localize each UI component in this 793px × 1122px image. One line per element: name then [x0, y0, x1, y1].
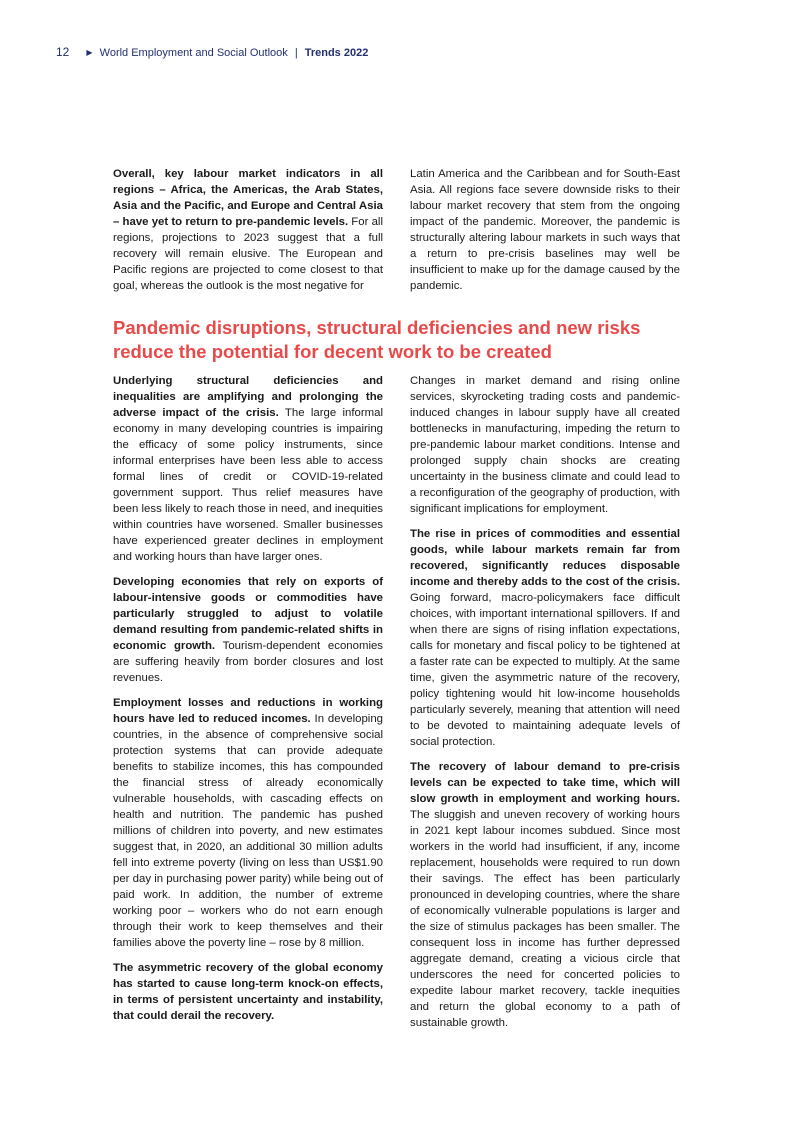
paragraph-body: Going forward, macro-policymakers face difficult choices, with important international spillovers. If and when there are signs of rising inflation expectations, calls for monetary and fiscal policy to be tightened at a faster rate can be expected to multiply. At the same time, given the asymmetric nature of the recovery, policy tightening would hit low-income households particularly severely, meaning that attention will need to be devoted to maintaining adequate levels of social protection.: [410, 592, 680, 748]
paragraph: [113, 373, 383, 565]
publication-title: World Employment and Social Outlook: [99, 47, 288, 59]
paragraph: [113, 574, 383, 686]
paragraph-body: Changes in market demand and rising online services, skyrocketing trading costs and pandemic-induced changes in labour supply have all created bottlenecks in manufacturing, impeding the return to pre-pandemic labour market conditions. Intense and prolonged supply chain shocks are creating uncertainty in the business climate and could lead to a reconfiguration of the geography of production, with significant implications for employment.: [410, 375, 680, 515]
paragraph-lead: Underlying structural deficiencies and inequalities are amplifying and prolonging the adverse impact of the crisis.: [113, 375, 383, 419]
paragraph: [410, 526, 680, 750]
intro-continuation: Latin America and the Caribbean and for South-East Asia. All regions face severe downside risks to their labour market recovery that stem from the ongoing impact of the pandemic. Moreover, the pandemic is structurally altering labour markets in such ways that a return to pre-crisis baselines may well be insufficient to make up for the damage caused by the pandemic.: [410, 168, 680, 292]
paragraph-lead: The recovery of labour demand to pre-crisis levels can be expected to take time, which will slow growth in employment and working hours.: [410, 761, 680, 805]
paragraph-body: The large informal economy in many developing countries is impairing the efficacy of some policy instruments, since informal enterprises have been less able to access formal lines of credit or COVID-19-related government support. Thus relief measures have been less likely to reach those in need, and inequities within countries have worsened. Smaller businesses have experienced greater declines in employment and working hours than have larger ones.: [113, 407, 383, 563]
paragraph-lead: Employment losses and reductions in working hours have led to reduced incomes.: [113, 697, 383, 725]
paragraph: [113, 960, 383, 1024]
running-header: [56, 45, 368, 59]
intro-left-column: [113, 166, 383, 303]
edition-label: Trends 2022: [304, 47, 369, 59]
paragraph-body: The sluggish and uneven recovery of working hours in 2021 kept labour incomes subdued. Since most workers in the world had insufficient, if any, income replacement, households were required to run down their savings. The effect has been particularly pronounced in developing countries, where the share of economically vulnerable populations is larger and the size of stimulus packages has been smaller. The consequent loss in income has further depressed aggregate demand, creating a vicious circle that underscores the need for concerted policies to expedite labour market recovery, tackle inequities and return the global economy to a path of sustainable growth.: [410, 809, 680, 1029]
section-heading: Pandemic disruptions, structural deficiencies and new risks reduce the potential for decent work to be created: [113, 317, 641, 362]
page-number: 12: [56, 45, 70, 59]
intro-body: For all regions, projections to 2023 suggest that a full recovery will remain elusive. The European and Pacific regions are projected to come closest to that goal, whereas the outlook is the most negative for: [113, 216, 383, 292]
paragraph-body: Tourism-dependent economies are suffering heavily from border closures and lost revenues.: [113, 640, 384, 684]
paragraph-lead: The asymmetric recovery of the global economy has started to cause long-term knock-on effects, in terms of persistent uncertainty and instability, that could derail the recovery.: [113, 962, 383, 1022]
section-left-column: [113, 373, 383, 1033]
intro-right-column: [410, 166, 680, 303]
paragraph-body: In developing countries, in the absence of comprehensive social protection systems that can provide adequate benefits to stabilize incomes, this has compounded the financial stress of already economically vulnerable households, with cascading effects on health and nutrition. The pandemic has pushed millions of children into poverty, and new estimates suggest that, in 2020, an additional 30 million adults fell into extreme poverty (living on less than US$1.90 per day in purchasing power parity) while being out of paid work. In addition, the number of extreme working poor – workers who do not earn enough through their work to keep themselves and their families above the poverty line – rose by 8 million.: [113, 713, 384, 949]
paragraph: [410, 759, 680, 1031]
intro-lead: Overall, key labour market indicators in all regions – Africa, the Americas, the Arab States, Asia and the Pacific, and Europe and Central Asia – have yet to return to pre-pandemic levels.: [113, 168, 383, 228]
paragraph: [410, 373, 680, 517]
header-separator: |: [294, 47, 298, 59]
play-arrow-icon: ▶: [86, 48, 93, 57]
paragraph: [113, 695, 383, 951]
paragraph-lead: The rise in prices of commodities and essential goods, while labour markets remain far from recovered, significantly reduces disposable income and thereby adds to the cost of the crisis.: [410, 528, 680, 588]
section-right-column: [410, 373, 680, 1040]
intro-paragraph: [113, 166, 383, 294]
paragraph-lead: Developing economies that rely on exports of labour-intensive goods or commodities have particularly struggled to adjust to volatile demand resulting from pandemic-related shifts in economic growth.: [113, 576, 383, 652]
